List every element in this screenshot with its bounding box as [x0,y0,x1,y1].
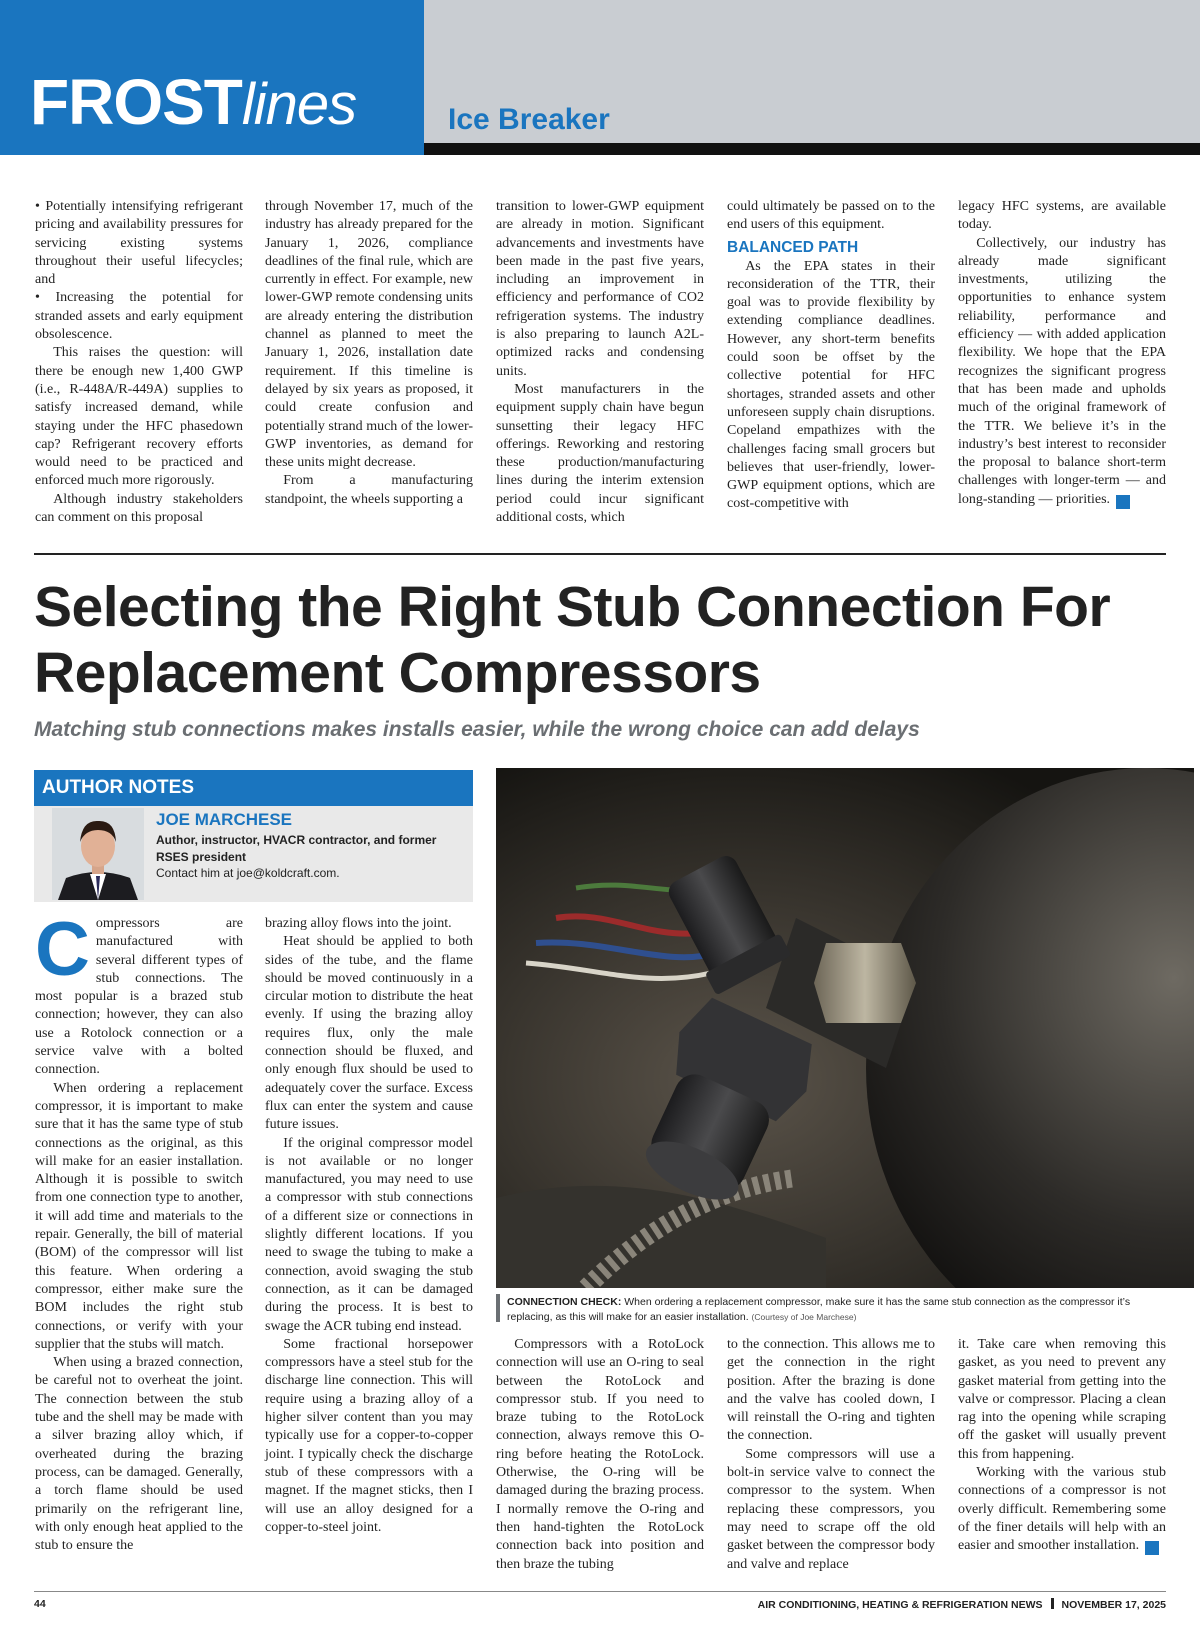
article-divider [34,553,1166,555]
top-column-2 [265,198,473,509]
body-column-4 [727,1336,935,1574]
author-contact: Contact him at joe@koldcraft.com. [156,866,340,880]
paragraph: Most manufacturers in the equipment supply chain have begun sunsetting their legacy HFC offerings. Reworking and restoring these production/manufacturing lines during the interim extension period could incur significant additional costs, which [496,381,704,526]
author-notes-bar: AUTHOR NOTES [34,770,473,806]
paragraph: Some fractional horsepower compressors have a steel stub for the discharge line connection. This will require using a brazing alloy of a higher silver content than you may typically use for a copper-to-copper joint. I typically check the discharge stub of these compressors with a magnet. If the magnet sticks, then I will use an alloy designed for a copper-to-steel joint. [265,1336,473,1535]
frostlines-logo: FROSTlines [30,66,357,138]
footer-date: NOVEMBER 17, 2025 [1061,1599,1166,1611]
page-number: 44 [34,1598,46,1610]
paragraph: As the EPA states in their reconsideration of the TTR, their goal was to provide flexibility by extending compliance deadlines. However, any short-term benefits could soon be offset by the collective potential for HFC shortages, stranded assets and other unforeseen supply chain disruptions. Copeland empathizes with the challenges facing small grocers but believes that user-friendly, lower-GWP equipment options, which are cost-competitive with [727,258,935,512]
paragraph: Although industry stakeholders can comment on this proposal [35,491,243,526]
top-column-3 [496,198,704,527]
top-column-5 [958,198,1166,509]
end-mark-icon: N [1145,1541,1159,1555]
body-column-5 [958,1336,1172,1556]
paragraph: to the connection. This allows me to get the connection in the right position. After the brazing is done and the valve has cooled down, I will reinstall the O-ring and tighten the connection. [727,1337,935,1444]
headline: Selecting the Right Stub Connection For Replacement Compressors [34,575,1111,705]
paragraph: could ultimately be passed on to the end users of this equipment. [727,199,935,233]
end-mark-icon: N [1116,495,1130,509]
paragraph: Collectively, our industry has already made significant investments, utilizing the opportunities to enhance system reliability, performance and efficiency — with added application flexibility. We hope that the EPA recognizes the significant progress that has been made and upholds much of the original framework of the TTR. We believe it’s in the industry’s best interest to reconsider the proposal to balance short-term challenges with longer-term — and long-standing — priorities. N [958,235,1166,508]
caption-bar [496,1294,500,1322]
body-column-1 [35,907,243,1555]
paragraph: When ordering a replacement compressor, it is important to make sure that it has the same type of stub connections as the original, as this will make for an easier installation. Although it is possible to switch from one connection type to another, it will add time and materials to the repair. Generally, the bill of material (BOM) of the compressor will list this feature. When ordering a compressor, either make sure the BOM includes the right stub connections, or verify with your supplier that the stubs will match. [35,1080,243,1352]
paragraph: If the original compressor model is not available or no longer manufactured, you may need to use a compressor with stub connections of a different size or connections in slightly different locations. If you need to swage the tubing to make a connection, avoid swaging the stub connection, as it can be damaged during the process. It is best to swage the ACR tubing end instead. [265,1135,473,1334]
body-column-3 [496,1336,704,1574]
dek: Matching stub connections makes installs easier, while the wrong choice can add delays [34,718,920,741]
paragraph: This raises the question: will there be enough new 1,400 GWP (i.e., R-448A/R-449A) supplies to satisfy increased demand, while staying under the HFC phasedown cap? Refrigerant recovery efforts would need to be practiced and enforced much more rigorously. [35,345,243,489]
compressor-photo [496,768,1194,1288]
body-column-2 [265,915,473,1537]
paragraph: it. Take care when removing this gasket, as you need to prevent any gasket material from getting into the valve or compressor. Placing a clean rag into the opening while scraping off the gasket will usually prevent this from happening. [958,1337,1166,1462]
paragraph: Heat should be applied to both sides of the tube, and the flame should be moved continuously in a circular motion to distribute the heat evenly. If using the brazing alloy requires flux, only the male connection should be fluxed, and only enough flux should be used to adequately cover the surface. Excess flux can enter the system and cause future issues. [265,934,473,1133]
drop-cap: C [35,907,90,992]
top-column-4 [727,198,935,514]
footer-rule [34,1591,1166,1592]
paragraph: Some compressors will use a bolt-in service valve to connect the compressor to the system. When replacing these compressors, you may need to scrape off the old gasket between the compressor body and valve and replace [727,1446,935,1572]
top-column-1 [35,198,243,527]
author-role: Author, instructor, HVACR contractor, and former RSES president [156,833,437,864]
author-box [34,806,473,902]
paragraph: through November 17, much of the industry has already prepared for the January 1, 2026, compliance deadlines of the final rule, which are currently in effect. For example, new lower-GWP remote condensing units are already entering the distribution channel as planned to meet the January 1, 2026, installation date requirement. If this timeline is delayed by six years as proposed, it could create confusion and potentially strand much of the lower-GWP inventories, as demand for these units might decrease. [265,199,473,471]
author-photo [52,808,144,900]
paragraph: • Potentially intensifying refrigerant pricing and availability pressures for servicing existing systems throughout their useful lifecycles; and [35,199,243,288]
paragraph: Compressors with a RotoLock connection will use an O-ring to seal between the RotoLock and compressor stub. If you need to braze tubing to the RotoLock connection, always remove this O-ring before heating the RotoLock. Otherwise, the O-ring will be damaged during the brazing process. I normally remove the O-ring and then hand-tighten the RotoLock connection back into position and then braze the tubing [496,1337,704,1572]
subhead: BALANCED PATH [727,238,859,256]
paragraph: • Increasing the potential for stranded assets and early equipment obsolescence. [35,290,243,343]
masthead-rule [424,143,1200,155]
footer-separator [1051,1598,1054,1609]
footer-publication: AIR CONDITIONING, HEATING & REFRIGERATION NEWS NOVEMBER 17, 2025 [757,1599,1166,1611]
paragraph: transition to lower-GWP equipment are already in motion. Significant advancements and investments have been made in the past five years, including an improvement in efficiency and performance of CO2 refrigeration systems. The industry is also preparing to launch A2L-optimized racks and condensing units. [496,199,704,379]
paragraph: legacy HFC systems, are available today. [958,199,1166,233]
author-name: JOE MARCHESE [156,810,293,829]
paragraph: When using a brazed connection, be careful not to overheat the joint. The connection between the stub tube and the shell may be made with a silver brazing alloy which, if overheated during the brazing process, can be damaged. Generally, a torch flame should be used primarily on the refrigerant line, with only enough heat applied to the stub to ensure the [35,1355,243,1554]
section-title: Ice Breaker [448,103,610,136]
paragraph: Working with the various stub connections of a compressor is not overly difficult. Remembering some of the finer details will help with an easier and smoother installation. N [958,1465,1172,1555]
paragraph: Compressors are manufactured with several different types of stub connections. The most popular is a brazed stub connection; however, they can also use a Rotolock connection or a service valve with a bolted connection. [35,907,243,1078]
photo-credit: (Courtesy of Joe Marchese) [751,1312,857,1322]
paragraph: brazing alloy flows into the joint. [265,916,452,931]
paragraph: From a manufacturing standpoint, the wheels supporting a [265,473,473,507]
photo-caption: CONNECTION CHECK: When ordering a replacement compressor, make sure it has the same stub connection as the compressor it’s replacing, as this will make for an easier installation. (Courtesy of Joe Marchese) [507,1296,1131,1323]
